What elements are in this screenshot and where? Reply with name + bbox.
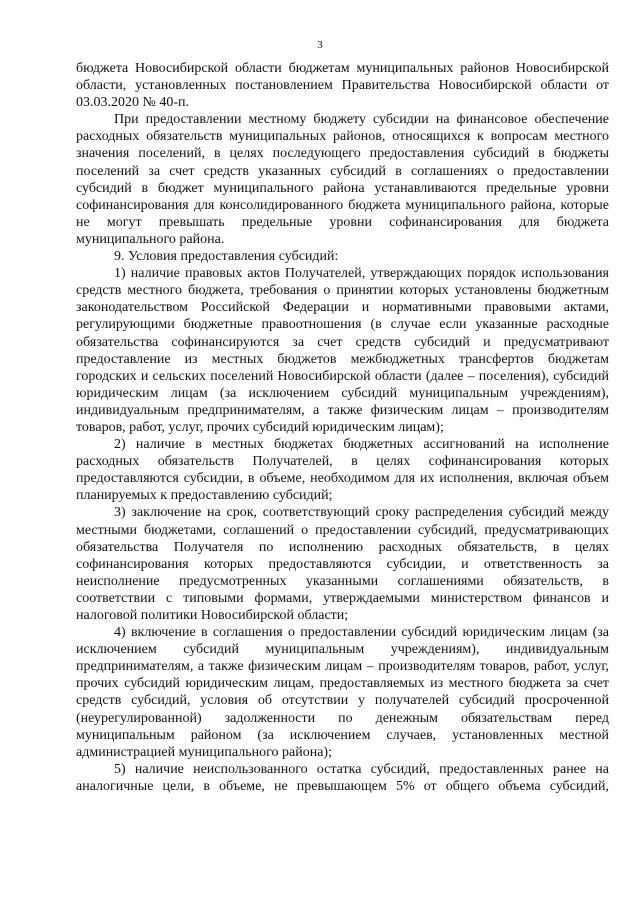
paragraph-continuation: бюджета Новосибирской области бюджетам муниципальных районов Новосибирской области, установленных постановлением Правительства Новосибирской области от 03.03.2020 № 40-п. <box>76 61 609 111</box>
section-heading-conditions: 9. Условия предоставления субсидий: <box>114 249 339 265</box>
list-item-condition-4: 4) включение в соглашения о предоставлении субсидий юридическим лицам (за исключением субсидий муниципальным учреждениям), индивидуальным предпринимателям, а также физическим лицам – производителям товаров, работ, услуг, прочих субсидий юридическим лицам, предоставляемых из местного бюджета за счет средств субсидий, условия об отсутствии у получателей субсидий просроченной (неурегулированной) задолженности по денежным обязательствам перед муниципальным районом (за исключением случаев, установленных местной администрацией муниципального района); <box>76 625 609 760</box>
document-body <box>76 60 609 795</box>
paragraph-cofinancing-levels: При предоставлении местному бюджету субсидии на финансовое обеспечение расходных обязательств муниципальных районов, относящихся к вопросам местного значения поселений, в целях последующего предоставления субсидий в бюджеты поселений за счет средств указанных субсидий в соглашениях о предоставлении субсидий в бюджет муниципального района устанавливаются предельные уровни софинансирования для консолидированного бюджета муниципального района, которые не могут превышать предельные уровни софинансирования для бюджета муниципального района. <box>76 112 609 247</box>
page-number: 3 <box>317 39 323 51</box>
list-item-condition-2: 2) наличие в местных бюджетах бюджетных ассигнований на исполнение расходных обязательств Получателей, в целях софинансирования которых предоставляются субсидии, в объеме, необходимом для их исполнения, включая объем планируемых к предоставлению субсидий; <box>76 437 609 504</box>
list-item-condition-3: 3) заключение на срок, соответствующий сроку распределения субсидий между местными бюджетами, соглашений о предоставлении субсидий, предусматривающих обязательства Получателя по исполнению расходных обязательств, в целях софинансирования которых предоставляются субсидии, и ответственность за неисполнение предусмотренных указанными соглашениями обязательств, в соответствии с типовыми формами, утверждаемыми министерством финансов и налоговой политики Новосибирской области; <box>76 505 609 623</box>
list-item-condition-5: 5) наличие неиспользованного остатка субсидий, предоставленных ранее на аналогичные цели, в объеме, не превышающем 5% от общего объема субсидий, <box>76 761 609 794</box>
list-item-condition-1: 1) наличие правовых актов Получателей, утверждающих порядок использования средств местного бюджета, требования о принятии которых установлены бюджетным законодательством Российской Федерации и нормативными правовыми актами, регулирующими бюджетные правоотношения (в случае если указанные расходные обязательства софинансируются за счет средств субсидий и предусматривают предоставление из местных бюджетов межбюджетных трансфертов бюджетам городских и сельских поселений Новосибирской области (далее – поселения), субсидий юридическим лицам (за исключением субсидий муниципальным учреждениям), индивидуальным предпринимателям, а также физическим лицам – производителям товаров, работ, услуг, прочих субсидий юридическим лицам); <box>76 266 609 435</box>
